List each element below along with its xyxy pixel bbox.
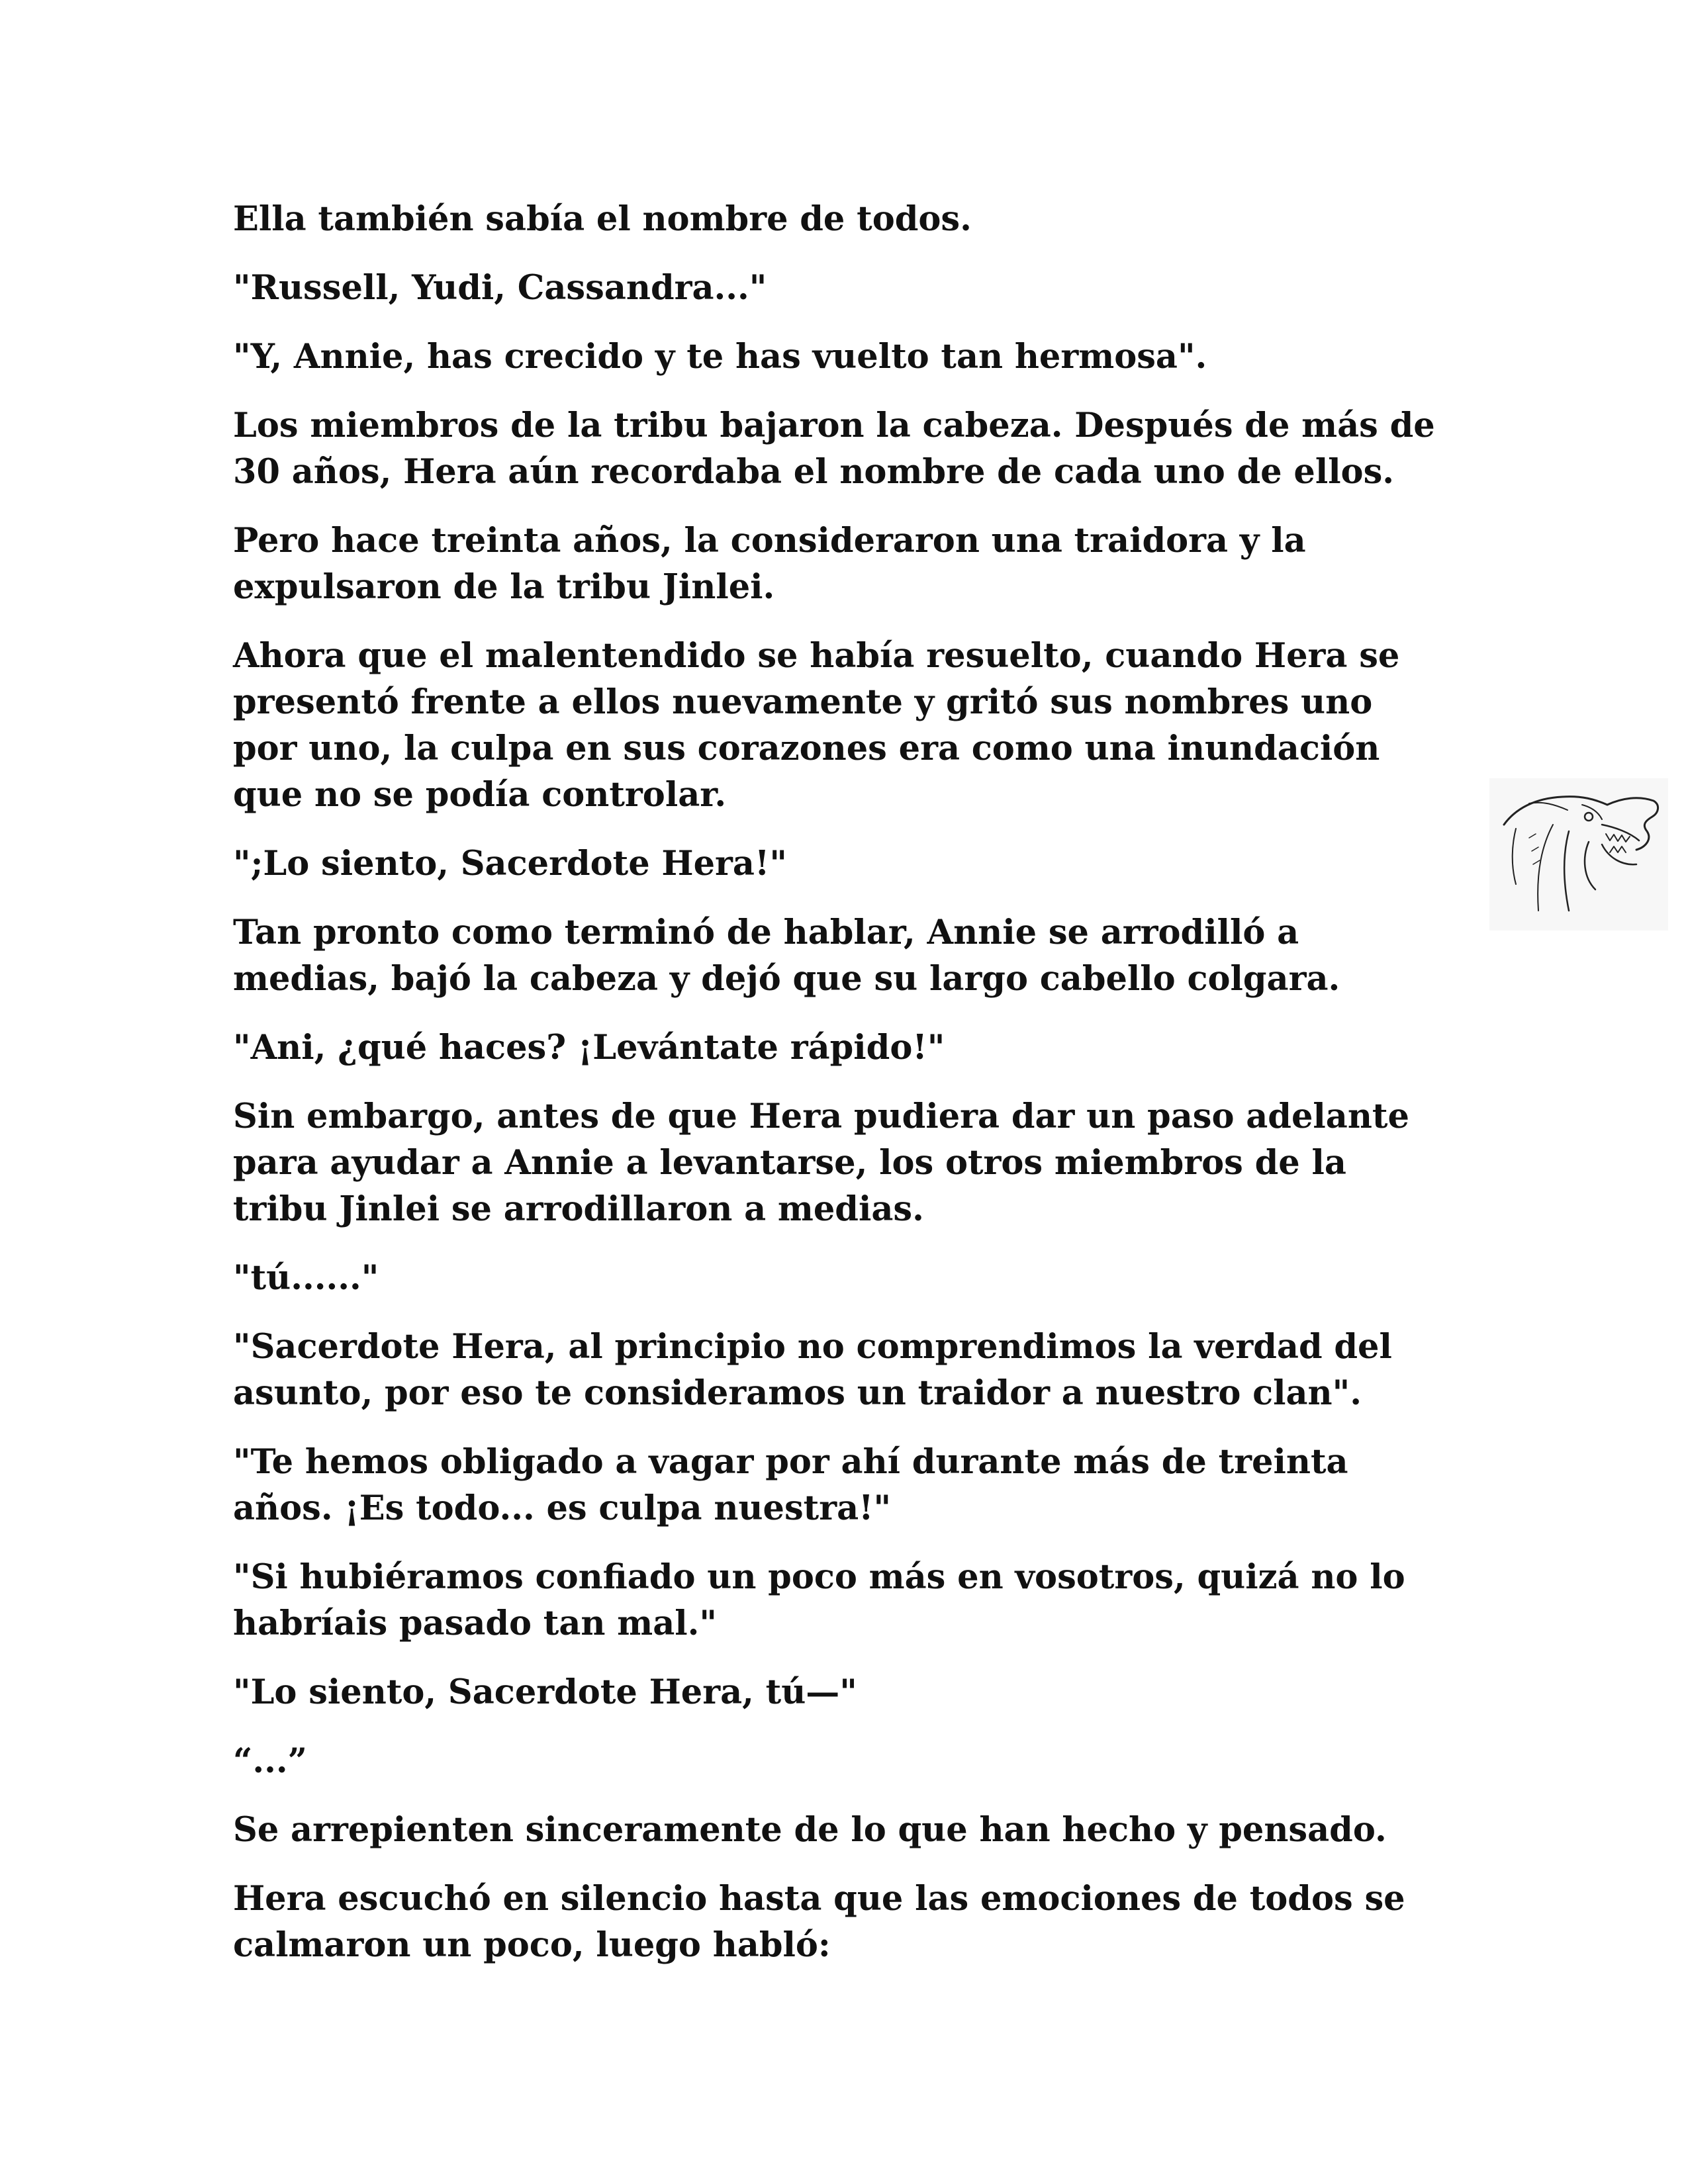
text-line: "Russell, Yudi, Cassandra..." xyxy=(233,268,767,308)
text-line: por uno, la culpa en sus corazones era como una inundación xyxy=(233,729,1380,768)
text-line: ";Lo siento, Sacerdote Hera!" xyxy=(233,844,787,884)
text-line: Los miembros de la tribu bajaron la cabeza. Después de más de xyxy=(233,406,1435,445)
text-line: “...” xyxy=(233,1741,307,1781)
paragraph xyxy=(233,1807,1491,1853)
paragraph xyxy=(233,1255,1491,1301)
dinosaur-head-icon xyxy=(1489,778,1668,931)
paragraph xyxy=(233,1024,1491,1071)
body-text xyxy=(233,196,1491,1991)
text-line: que no se podía controlar. xyxy=(233,775,727,815)
text-line: habríais pasado tan mal." xyxy=(233,1604,717,1643)
text-line: Tan pronto como terminó de hablar, Annie se arrodilló a xyxy=(233,913,1299,952)
text-line: expulsaron de la tribu Jinlei. xyxy=(233,567,775,607)
text-line: "Y, Annie, has crecido y te has vuelto tan hermosa". xyxy=(233,337,1207,377)
paragraph xyxy=(233,1876,1491,1968)
paragraph xyxy=(233,909,1491,1002)
text-line: Sin embargo, antes de que Hera pudiera dar un paso adelante xyxy=(233,1097,1409,1136)
text-line: años. ¡Es todo... es culpa nuestra!" xyxy=(233,1488,892,1528)
text-line: "Sacerdote Hera, al principio no comprendimos la verdad del xyxy=(233,1327,1392,1367)
text-line: "Ani, ¿qué haces? ¡Levántate rápido!" xyxy=(233,1028,945,1068)
text-line: 30 años, Hera aún recordaba el nombre de cada uno de ellos. xyxy=(233,452,1395,492)
text-line: presentó frente a ellos nuevamente y gritó sus nombres uno xyxy=(233,682,1373,722)
paragraph xyxy=(233,196,1491,242)
text-line: Ella también sabía el nombre de todos. xyxy=(233,199,972,239)
text-line: calmaron un poco, luego habló: xyxy=(233,1925,831,1965)
text-line: medias, bajó la cabeza y dejó que su largo cabello colgara. xyxy=(233,959,1340,999)
text-line: Hera escuchó en silencio hasta que las emociones de todos se xyxy=(233,1879,1405,1919)
text-line: "Si hubiéramos confiado un poco más en vosotros, quizá no lo xyxy=(233,1557,1405,1597)
text-line: para ayudar a Annie a levantarse, los otros miembros de la xyxy=(233,1143,1346,1183)
text-line: "Lo siento, Sacerdote Hera, tú—" xyxy=(233,1672,857,1712)
text-line: tribu Jinlei se arrodillaron a medias. xyxy=(233,1189,924,1229)
paragraph xyxy=(233,633,1491,818)
paragraph xyxy=(233,841,1491,887)
text-line: asunto, por eso te consideramos un traidor a nuestro clan". xyxy=(233,1373,1362,1413)
text-line: "Te hemos obligado a vagar por ahí durante más de treinta xyxy=(233,1442,1348,1482)
paragraph xyxy=(233,1324,1491,1416)
paragraph xyxy=(233,1738,1491,1784)
text-line: Pero hace treinta años, la consideraron una traidora y la xyxy=(233,521,1306,561)
text-line: Ahora que el malentendido se había resuelto, cuando Hera se xyxy=(233,636,1400,676)
paragraph xyxy=(233,1669,1491,1715)
paragraph xyxy=(233,265,1491,311)
paragraph xyxy=(233,1093,1491,1232)
paragraph xyxy=(233,334,1491,380)
paragraph xyxy=(233,1439,1491,1531)
text-line: Se arrepienten sinceramente de lo que han hecho y pensado. xyxy=(233,1810,1387,1850)
paragraph xyxy=(233,518,1491,610)
text-line: "tú......" xyxy=(233,1258,379,1298)
paragraph xyxy=(233,402,1491,495)
paragraph xyxy=(233,1554,1491,1647)
